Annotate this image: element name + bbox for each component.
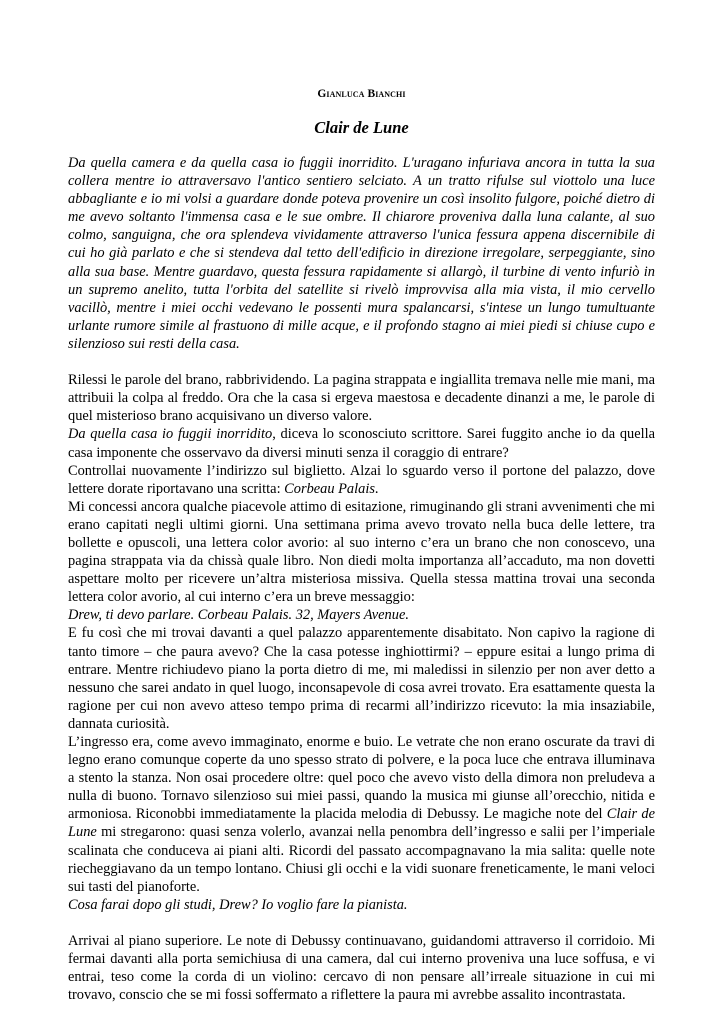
paragraph-2 <box>68 425 655 461</box>
paragraph-7-start: L’ingresso era, come avevo immaginato, enorme e buio. Le vetrate che non erano oscurate da travi di legno erano comunque coperte da uno spesso strato di polvere, e la poca luce che entrava illuminava a stento la stanza. Non osai procedere oltre: quel poco che avevo visto della dimora non preludeva a nulla di buono. Tornavo silenzioso sui miei passi, quando la musica mi giunse all’orecchio, nitida e armoniosa. Riconobbi immediatamente la placida melodia di Debussy. Le magiche note del <box>68 734 655 823</box>
paragraph-3-start: Controllai nuovamente l’indirizzo sul biglietto. Alzai lo sguardo verso il portone del palazzo, dove lettere dorate riportavano una scritta: <box>68 462 655 497</box>
paragraph-7 <box>68 733 655 896</box>
paragraph-5: Drew, ti devo parlare. Corbeau Palais. 32, Mayers Avenue. <box>68 607 409 624</box>
paragraph-7-italic: Clair de Lune <box>68 806 655 841</box>
paragraph-8: Cosa farai dopo gli studi, Drew? Io voglio fare la pianista. <box>68 896 408 913</box>
document-page <box>68 0 655 1024</box>
epigraph-paragraph: Da quella camera e da quella casa io fuggii inorridito. L'uragano infuriava ancora in tutta la sua collera mentre io attraversavo l'antico sentiero selciato. A un tratto rifulse sul viottolo una luce abbagliante e io mi volsi a guardare donde poteva provenire un così insolito fulgore, poiché dietro di me avevo soltanto l'immensa casa e le sue ombre. Il chiarore proveniva dalla luna calante, al suo colmo, sanguigna, che ora splendeva vividamente attraverso l'unica fessura appena discernibile di cui ho già parlato e che si stendeva dal tetto dell'edificio in direzione irregolare, serpeggiante, sino alla sua base. Mentre guardavo, questa fessura rapidamente si allargò, il turbine di vento infuriò in un supremo anelito, tutta l'orbita del satellite si rivelò improvvisa alla mia vista, il mio cervello vacillò, mentre i miei occhi vedevano le possenti mura spalancarsi, s'intese un lungo tumultuante urlante rumore simile al frastuono di mille acque, e il profondo stagno ai miei piedi si chiuse cupo e silenzioso sui resti della casa. <box>68 155 655 352</box>
story-title: Clair de Lune <box>314 118 409 137</box>
paragraph-3-end: . <box>374 480 379 497</box>
paragraph-3-italic: Corbeau Palais <box>284 480 375 497</box>
paragraph-1: Rilessi le parole del brano, rabbrividendo. La pagina strappata e ingiallita tremava nelle mie mani, ma attribuii la colpa al freddo. Ora che la casa si ergeva maestosa e decadente dinanzi a me, le parole di quel misterioso brano acquisivano un diverso valore. <box>68 372 655 425</box>
paragraph-3 <box>68 462 655 498</box>
paragraph-4: Mi concessi ancora qualche piacevole attimo di esitazione, rimuginando gli strani avvenimenti che mi erano capitati negli ultimi giorni. Una settimana prima avevo trovato nella buca delle lettere, tra bollette e opuscoli, una lettera color avorio: al suo interno c’era un brano che non conoscevo, una pagina strappata via da chissà quale libro. Non diedi molta importanza all’accaduto, ma non dovetti aspettare molto per ricevere un’altra misteriosa missiva. Quella stessa mattina trovai una seconda lettera color avorio, al cui interno c’era un breve messaggio: <box>68 498 655 606</box>
paragraph-7-end: mi stregarono: quasi senza volerlo, avanzai nella penombra dell’ingresso e salii per l’imperiale scalinata che conduceva ai piani alti. Ricordi del passato accompagnavano la mia salita: quelle note riecheggiavano da un tempo lontano. Chiusi gli occhi e la vidi suonare freneticamente, le mani veloci sui tasti del pianoforte. <box>68 824 655 895</box>
story-body <box>68 154 655 1004</box>
paragraph-9: Arrivai al piano superiore. Le note di Debussy continuavano, guidandomi attraverso il corridoio. Mi fermai davanti alla porta semichiusa di una camera, dal cui interno proveniva una luce soffusa, e vi entrai, teso come la corda di un violino: cercavo di non pensare all’irreale situazione in cui mi trovavo, conscio che se mi fossi soffermato a riflettere la paura mi avrebbe assalito incontrastata. <box>68 933 655 1004</box>
paragraph-6: E fu così che mi trovai davanti a quel palazzo apparentemente disabitato. Non capivo la ragione di tanto timore – che paura avevo? Che la casa potesse inghiottirmi? – eppure esitai a lungo prima di entrare. Mentre richiudevo piano la porta dietro di me, mi maledissi in silenzio per non aver detto a nessuno che sarei andato in quel luogo, inconsapevole di cosa avrei trovato. Era esattamente questa la ragione per cui non avevo atteso tempo prima di recarmi all’indirizzo ricevuto: la mia insaziabile, dannata curiosità. <box>68 625 655 732</box>
paragraph-gap <box>68 914 655 932</box>
paragraph-gap <box>68 353 655 371</box>
paragraph-2-rest: , diceva lo sconosciuto scrittore. Sarei fuggito anche io da quella casa imponente che osservavo da diversi minuti senza il coraggio di entrare? <box>68 426 655 461</box>
author-name: Gianluca Bianchi <box>317 88 406 100</box>
paragraph-2-italic: Da quella casa io fuggii inorridito <box>68 426 273 443</box>
